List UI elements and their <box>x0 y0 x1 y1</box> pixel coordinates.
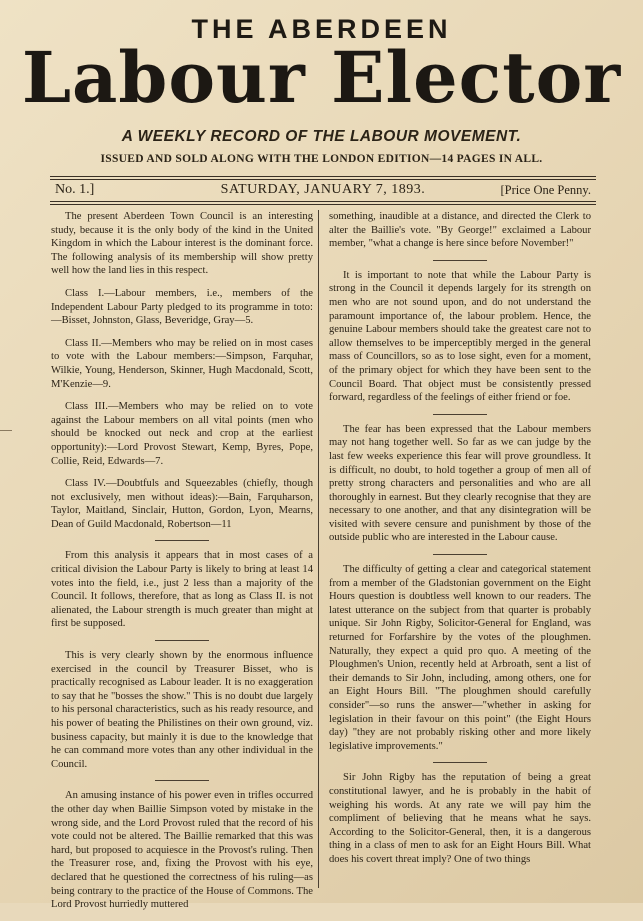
masthead-issued-note: ISSUED AND SOLD ALONG WITH THE LONDON EDITION—14 PAGES IN ALL. <box>100 153 543 165</box>
paragraph: Class II.—Members who may be relied on in most cases to vote with the Labour members:—Simpson, Farquhar, Wilkie, Young, Henderson, Skinner, Hugh Macdonald, Scott, M'Kenzie—9. <box>51 337 313 390</box>
paragraph: Class III.—Members who may be relied on to vote against the Labour members on all vital points (men who should be knocked out neck and crop at the earliest opportunity):—Lord Provost Stewart, Kemp, Byres, Pope, Collie, Reid, Edwards—7. <box>51 401 313 467</box>
section-divider <box>433 414 487 415</box>
paragraph: It is important to note that while the Labour Party is strong in the Council it depends largely for its strength on men who are not sound upon, and do not understand the paramount importance of, the labour problem. Hence, the genuine Labour members should take the greatest care not to allow themselves to be imperceptibly merged in the general mass of Councillors, so as to lose sight, even for a moment, of the primary object for which they have been sent to the Council Board. That object must be consistently pressed forward, regardless of the feelings of either friend or foe. <box>329 269 591 404</box>
header-rule <box>50 176 596 177</box>
section-divider <box>155 540 209 541</box>
paragraph: From this analysis it appears that in most cases of a critical division the Labour Party is likely to bring at least 14 votes into the field, i.e., just 2 less than a majority of the Council. It follows, therefore, that as long as Class II. is not alienated, the Labour strength is much greater than might at first be supposed. <box>51 550 313 630</box>
header-rule <box>50 204 596 205</box>
right-column <box>329 210 591 876</box>
dateline <box>55 180 591 200</box>
header-rule <box>50 201 596 202</box>
paragraph: something, inaudible at a distance, and directed the Clerk to alter the Baillie's vote. "By George!" exclaimed a Labour member, "what a change is here since before November!" <box>329 211 591 250</box>
masthead-the-aberdeen: THE ABERDEEN <box>191 14 452 44</box>
issue-price: [Price One Penny. <box>500 183 591 197</box>
section-divider <box>433 762 487 763</box>
page-edge-mark <box>0 430 12 432</box>
section-divider <box>155 780 209 781</box>
paragraph: Class IV.—Doubtfuls and Squeezables (chiefly, though not exclusively, men without ideas):—Bain, Farquharson, Taylor, Maitland, Sinclair, Hutton, Gordon, Lyon, Mearns, Dean of Guild Macdonald, Robertson—11 <box>51 478 313 530</box>
section-divider <box>155 640 209 641</box>
section-divider <box>433 554 487 555</box>
masthead-subtitle: A WEEKLY RECORD OF THE LABOUR MOVEMENT. <box>121 128 522 145</box>
paragraph: This is very clearly shown by the enormous influence exercised in the council by Treasurer Bisset, who is practically recognised as Labour leader. It is no exaggeration to say that he "bosses the show." This is no doubt due largely to his personal characteristics, such as his ready resource, and his power of beating the Philistines on their own ground, viz. business capacity, but mainly it is due to the knowledge that he can command more votes than any other individual in the Council. <box>51 650 313 770</box>
paragraph: Class I.—Labour members, i.e., members of the Independent Labour Party pledged to its programme in toto:—Bisset, Johnston, Glass, Beveridge, Gray—5. <box>51 287 313 327</box>
paragraph: The present Aberdeen Town Council is an interesting study, because it is the only body of the kind in the United Kingdom in which the Labour interest is the dominant force. The following analysis of its membership will show pretty well how the land lies in this respect. <box>51 211 313 277</box>
issue-number: No. 1.] <box>55 182 95 197</box>
paragraph: Sir John Rigby has the reputation of being a great constitutional lawyer, and he is probably in the habit of weighing his words. At any rate we will pay him the compliment of believing that he means what he says. According to the Solicitor-General, then, it is a dangerous thing in a class of men to ask for an Eight Hours Bill. What does his covert threat imply? One of two things <box>329 772 591 865</box>
paragraph: The difficulty of getting a clear and categorical statement from a member of the Gladstonian government on the Eight Hours question is doubtless well known to our readers. The latest utterance on the subject from that quarter is probably unique. Sir John Rigby, Solicitor-General for England, was returned for Forfarshire by the votes of the ploughmen. Naturally, they expect a quid pro quo. A meeting of the Ploughmen's Union, recently held at Arbroath, sent a list of their demands to Sir John, including, among others, one for an Eight Hours Bill. "The ploughmen should carefully consider"—so runs the answer—"whether in asking for legislation in their favour on this point" (the Eight Hours day) "they are not probably risking other and more likely legislative improvements." <box>329 564 591 752</box>
issue-date: SATURDAY, JANUARY 7, 1893. <box>220 182 426 197</box>
paragraph: An amusing instance of his power even in trifles occurred the other day when Baillie Simpson voted by mistake in the wrong side, and the Lord Provost ruled that the record of his vote could not be altered. The Baillie remarked that this was hard, but proposed to acquiesce in the Provost's ruling. Then the Treasurer rose, and, fixing the Provost with his eye, declared that he questioned the correctness of his ruling—as being contrary to the practice of the House of Commons. The Lord Provost hurriedly muttered <box>51 790 313 911</box>
paragraph: The fear has been expressed that the Labour members may not hang together well. So far as we can judge by the last few weeks experience this fear will prove groundless. It is difficult, no doubt, to hold together a group of men all of pretty strong characters and personalities and who are all thoroughly in earnest. But they clearly recognise that they are necessary to one another, and that any disintegration will be visited with severe censure and punishment by those of the outside public who are interested in the Labour cause. <box>329 423 591 544</box>
left-column <box>51 210 313 921</box>
column-divider <box>318 210 319 888</box>
masthead-title: Labour Elector <box>21 36 622 119</box>
section-divider <box>433 260 487 261</box>
